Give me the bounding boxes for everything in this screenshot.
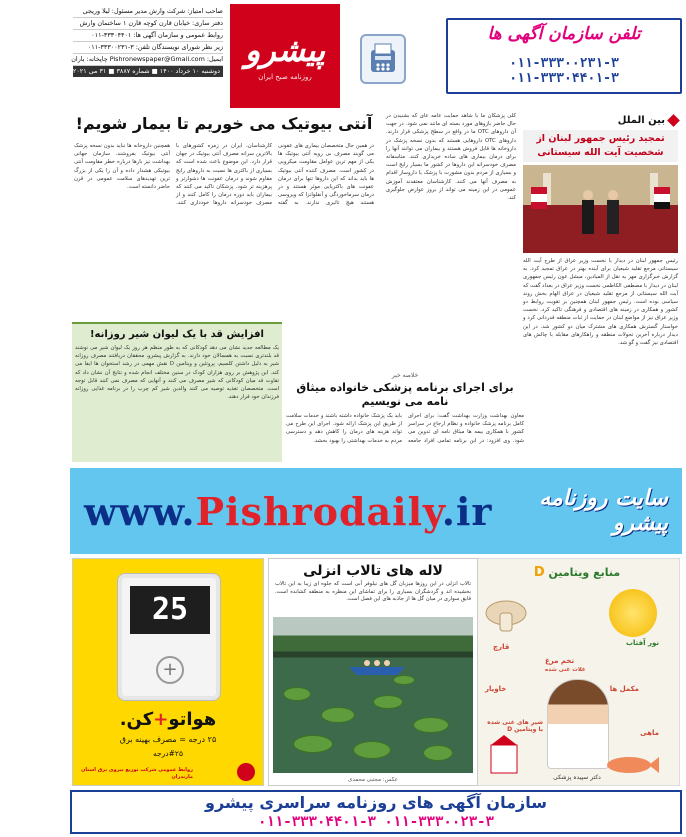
thermo-slogan-plus: + [153, 709, 169, 730]
section-tag [528, 112, 678, 128]
thermostat-device [117, 573, 221, 701]
section-tag-label: بین الملل [617, 114, 665, 126]
thermo-slogan [73, 709, 263, 730]
fish-icon [603, 755, 659, 775]
sun-icon [609, 589, 657, 637]
anzali-lotus-feature [268, 558, 478, 786]
info-tel: روابط عمومی و سازمان آگهی ها: ۳۳۳۰۴۴۰۱-۰۱۱ [73, 30, 223, 42]
site-url[interactable] [84, 489, 492, 534]
thermo-slogan-b: کن. [119, 709, 154, 730]
diamond-icon [667, 114, 680, 127]
newspaper-logo [230, 4, 340, 108]
vitamin-source-fish: ماهی [640, 729, 659, 737]
fax-icon [360, 34, 406, 84]
vitamin-d-title [475, 565, 679, 580]
logo-slogan: روزنامه صبح ایران [258, 73, 312, 81]
site-banner[interactable] [70, 468, 682, 554]
family-doctor-headline: برای اجرای برنامه پزشکی خانواده میثاق نامه می نویسیم [296, 381, 514, 408]
power-company-logo-icon [237, 763, 255, 781]
masthead [0, 4, 682, 108]
info-email: ایمیل: Pishronewspaper@Gmail.com چاپخانه: باران [73, 54, 223, 66]
main-article [74, 142, 374, 320]
vitamin-d-title-text: منابع ویتامین [548, 566, 621, 579]
site-label: سایت روزنامه پیشرو [539, 486, 668, 536]
info-office: دفتر ساری: خیابان قارن کوچه قارن ۱ ساختمان وارش [73, 18, 223, 30]
issue-date: دوشنبه ۱۰ خرداد ۱۴۰۰ ■ شماره ۳۸۸۷ ■ ۳۱ می ۲۰۲۱ ■ ۸ صفحه ■ ۱۵۰۰ تومان [73, 66, 223, 77]
bottom-banner-title: سازمان آگهی های روزنامه سراسری پیشرو [205, 793, 547, 812]
right-article-body: رئیس جمهور لبنان در دیدار با نخست وزیر عراق از طرح آیت الله سیستانی مرجع تقلید شیعیان برای آینده بهتر در عراق تمجید کرد. به گزارش خبرگزاری مهر به نقل از المیادین، میشل عون رئیس جمهوری لبنان در دیدار با مصطفی الکاظمی نخست وزیر عراق در بغداد گفت که آیت الله سیستانی از مرجع تقلید شیعیان در عراق الهام بخش روند سیاسی بوده است. رئیس جمهور لبنان همچنین بر تقویت روابط دو کشور و همکاری در زمینه های اقتصادی و فرهنگی تاکید کرد. نخست وزیر عراق نیز از مواضع لبنان در حمایت از ثبات منطقه قدردانی کرد و خواستار گسترش همکاری های مشترک میان دو کشور شد. در این دیدار درباره آخرین تحولات منطقه و راهکارهای مقابله با چالش های اقتصادی نیز گفت و گو شد. [523, 258, 678, 347]
thermo-hashtag: #۲۵درجه [153, 749, 183, 758]
family-doctor-article [286, 372, 524, 462]
main-article-headline: آنتی بیوتیک می خوریم تا بیمار شویم! [75, 114, 373, 133]
thermo-slogan-a: هواتو [168, 709, 217, 730]
vitamin-d-letter: D [533, 565, 545, 580]
vitamin-d-author: دکتر سپیده پزشکی [553, 774, 601, 781]
vitamin-source-sun: نور آفتاب [626, 639, 659, 647]
right-article-photo [523, 165, 678, 253]
otc-article [386, 112, 516, 372]
right-article-headline: تمجید رئیس جمهور لبنان از شخصیت آیت الله سیستانی [523, 130, 678, 162]
vitamin-source-mushroom: قارچ [493, 643, 510, 651]
otc-article-body: کلی پزشکان ما با شاهد حمایت عامه عای که بشنیدن در حال حاضر بازوهای مورد بسته ای مانند نمی شود. در جهت آن داروهای OTC ما در واقع در سطح پزشکی قرار دارند. داروهای OTC داروهایی هستند که بدون نسخه پزشک در داروخانه ها قابل فروش هستند و بیماران می توانند آنها را برای درمان بیماری های ساده خریداری کنند. متاسفانه مصرف خودسرانه این داروها در کشور ما بسیار رایج است و بسیاری از مردم بدون مشورت با پزشک یا داروساز اقدام به مصرف آنها می کنند. کارشناسان معتقدند آموزش عمومی در این زمینه می تواند از بروز عوارض جلوگیری کند. [386, 113, 516, 202]
vitamin-source-eggs: تخم مرغ [545, 657, 575, 665]
site-url-brand: Pishrodaily [195, 488, 442, 534]
info-owner: صاحب امتیاز: شرکت وارش مدیر مسئول: لیلا وریجی [73, 6, 223, 18]
bottom-banner-numbers: ۰۱۱-۳۳۳۰۴۴۰۱-۳ ۰۱۱-۳۳۳۰۰۲۳-۳ [257, 814, 494, 830]
lotus-photo [273, 617, 473, 773]
mushroom-icon [483, 599, 529, 635]
boat-icon [347, 653, 407, 677]
doctor-illustration [547, 679, 609, 769]
milk-article [72, 322, 282, 462]
vitamin-d-ad [474, 558, 680, 786]
main-article-body: در همین حال متخصصان بیماری های عفونی می گویند مصرف بی رویه آنتی بیوتیک ها یکی از مهم ترین عوامل مقاومت میکروبی در کشور است. مصرف کننده آنتی بیوتیک ها باید بداند که این داروها تنها برای درمان عفونت های باکتریایی موثر هستند و در درمان سرماخوردگی و آنفلوانزا که ویروسی هستند هیچ تاثیری ندارند. به گفته کارشناسان، ایران در زمره کشورهای با بالاترین سرانه مصرف آنتی بیوتیک در جهان قرار دارد. این موضوع باعث شده است که بسیاری از باکتری ها نسبت به داروهای رایج مقاوم شوند و درمان عفونت ها دشوارتر و پرهزینه تر شود. پزشکان تاکید می کنند که بیماران باید دوره درمان را کامل کنند و از مصرف خودسرانه داروها خودداری کنند. همچنین داروخانه ها نباید بدون نسخه پزشک آنتی بیوتیک بفروشند. سازمان جهانی بهداشت نیز بارها درباره خطر مقاومت آنتی بیوتیکی هشدار داده و آن را یکی از بزرگ ترین تهدیدهای سلامت عمومی در قرن حاضر دانسته است. [74, 143, 374, 207]
site-url-prefix: www. [84, 488, 196, 534]
family-doctor-kicker: خلاصه خبر [391, 372, 419, 379]
vitamin-source-supplements: مکمل ها [609, 685, 639, 693]
electricity-saving-ad [72, 558, 264, 786]
ad-phone-numbers: ۰۱۱-۳۳۳۰۰۲۳۱-۳ ۰۱۱-۳۳۳۰۴۴۰۱-۳ [509, 56, 619, 86]
ad-phone-title: تلفن سازمان آگهی ها [487, 24, 641, 44]
lotus-title: لاله های تالاب انزلی [303, 563, 443, 579]
logo-wordmark: پیشرو [244, 31, 326, 69]
vitamin-source-cereals: غلات غنی شده [545, 667, 586, 673]
lotus-caption: تالاب انزلی در این روزها میزبان گل های نیلوفر آبی است که جلوه ای زیبا به این تالاب بخشیده اند و گردشگران بسیاری را برای تماشای این منظره به منطقه کشانده است. قایق سواری در میان گل ها از جاذبه های این فصل است. [275, 581, 471, 602]
milk-article-body: یک مطالعه جدید نشان می دهد کودکانی که به طور منظم هر روز یک لیوان شیر می نوشند قد بلندتری نسبت به همسالان خود دارند. به گزارش پیشرو، محققان دریافتند مصرف روزانه شیر به دلیل داشتن کلسیم، پروتئین و ویتامین D نقش مهمی در رشد استخوان ها ایفا می کند. این پژوهش بر روی هزاران کودک در سنین مختلف انجام شده و نتایج آن نشان داد که تفاوت قد میان کودکانی که شیر مصرف می کنند و آنهایی که مصرف نمی کنند قابل توجه است. متخصصان تغذیه توصیه می کنند والدین شیر کم چرب را در برنامه غذایی روزانه فرزندان خود قرار دهند. [75, 345, 279, 401]
milk-carton-icon [489, 735, 519, 775]
family-doctor-body: معاون بهداشت وزارت بهداشت گفت: برای اجرای کامل برنامه پزشک خانواده و نظام ارجاع در سراسر کشور با همکاری بیمه ها میثاق نامه ای تدوین می شود. وی افزود: در این برنامه تمامی افراد جامعه باید یک پزشک خانواده داشته باشند و خدمات سلامت از طریق این پزشک ارائه شود. اجرای این طرح می تواند هزینه های درمان را کاهش دهد و دسترسی مردم به خدمات بهداشتی را بهبود بخشد. [286, 413, 524, 444]
plus-icon: + [156, 656, 184, 684]
thermo-subtitle: ۲۵ درجه = مصرف بهینه برق [119, 735, 217, 744]
info-print: زیر نظر شورای نویسندگان تلفن: ۳-۳۳۳۰۰۲۳۱-۰۱۱ [73, 42, 223, 54]
ad-phone-box [446, 18, 682, 94]
bottom-ad-banner [70, 790, 682, 834]
thermostat-display: 25 [130, 586, 210, 634]
vitamin-source-caviar: خاویار [485, 685, 507, 693]
masthead-info [0, 4, 226, 108]
lotus-photo-credit: عکس: مجتبی محمدی [348, 777, 398, 783]
right-article [523, 130, 678, 460]
milk-article-headline: افزایش قد با یک لیوان شیر روزانه! [90, 329, 264, 340]
site-url-suffix: .ir [441, 488, 493, 534]
vitamin-source-milk: شیر های غنی شده با ویتامین D [487, 719, 543, 733]
thermo-company: روابط عمومی شرکت توزیع نیروی برق استان مازندران [81, 767, 193, 780]
